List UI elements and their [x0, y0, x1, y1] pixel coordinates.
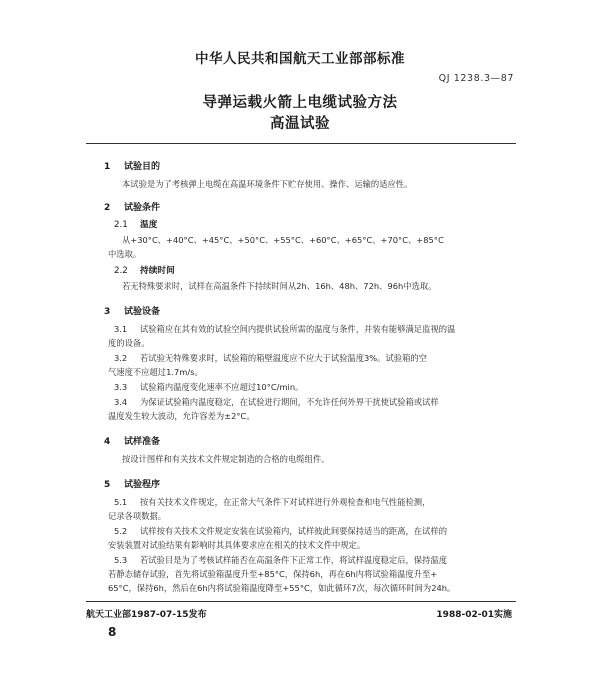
- section-3-2-text-cont: 气速度不应超过1.7m/s。: [108, 367, 203, 377]
- section-4-heading: 4 试样准备: [104, 437, 161, 447]
- section-3-2-text: 3.2 若试验无特殊要求时，试验箱的箱壁温度应不应大于试验温度3%。试验箱的空: [114, 353, 427, 363]
- section-5-2-text-cont: 安装装置对试验结果有影响时其具体要求应在相关的技术文件中规定。: [108, 540, 366, 550]
- standard-number: QJ 1238.3—87: [438, 73, 514, 84]
- section-3-1-text: 3.1 试验箱应在其有效的试验空间内提供试验所需的温度与条件，并装有能够满足监视的温: [114, 324, 456, 334]
- section-5-3-text-cont2: 65°C，保持6h，然后在6h内将试验箱温度降至+55°C，如此循环7次，每次循环时间为24h。: [108, 583, 456, 593]
- section-2-1-heading: 2.1 温度: [114, 220, 158, 230]
- footer-rule: [86, 601, 516, 602]
- section-3-3-text: 3.3 试验箱内温度变化速率不应超过10°C/min。: [114, 382, 304, 392]
- section-2-2-text: 若无特殊要求时，试样在高温条件下持续时间从2h、16h、48h、72h、96h中选取。: [122, 281, 437, 291]
- page-number: 8: [108, 625, 117, 639]
- document-subtitle: 高温试验: [270, 116, 330, 132]
- section-5-1-text: 5.1 按有关技术文件规定，在正常大气条件下对试样进行外观检查和电气性能检测，: [114, 497, 431, 507]
- section-5-3-text-cont: 若静态储存试验，首先将试验箱温度升至+85°C，保持6h，再在6h内将试验箱温度升至+: [108, 569, 438, 579]
- ministry-header: 中华人民共和国航天工业部部标准: [195, 51, 405, 67]
- section-5-1-text-cont: 记录各项数据。: [108, 511, 167, 521]
- document-title: 导弹运载火箭上电缆试验方法: [202, 95, 398, 111]
- section-3-4-text-cont: 温度发生较大波动，允许容差为±2°C。: [108, 411, 255, 421]
- section-3-4-text: 3.4 为保证试验箱内温度稳定，在试验进行期间，不允许任何外界干扰使试验箱或试样: [114, 397, 439, 407]
- section-2-heading: 2 试验条件: [104, 203, 161, 213]
- section-3-heading: 3 试验设备: [104, 307, 161, 317]
- effective-date: 1988-02-01实施: [436, 610, 512, 620]
- section-3-1-text-cont: 度的设备。: [108, 338, 150, 348]
- section-2-1-text-cont: 中选取。: [108, 249, 142, 259]
- section-1-text: 本试验是为了考核弹上电缆在高温环境条件下贮存使用、操作、运输的适应性。: [122, 179, 413, 189]
- issue-date: 航天工业部1987-07-15发布: [86, 610, 207, 620]
- section-5-heading: 5 试验程序: [104, 480, 161, 490]
- section-5-3-text: 5.3 若试验目是为了考核试样能否在高温条件下正常工作，将试样温度稳定后，保持温度: [114, 555, 447, 565]
- section-2-2-heading: 2.2 持续时间: [114, 266, 175, 276]
- section-1-heading: 1 试验目的: [104, 162, 161, 172]
- section-4-text: 按设计图样和有关技术文件规定制造的合格的电缆组件。: [122, 454, 330, 464]
- section-2-1-text: 从+30°C、+40°C、+45°C、+50°C、+55°C、+60°C、+65°C、+70°C、+85°C: [122, 235, 444, 245]
- section-5-2-text: 5.2 试样按有关技术文件规定安装在试验箱内，试样彼此间要保持适当的距离，在试样的: [114, 526, 447, 536]
- header-rule: [86, 143, 516, 144]
